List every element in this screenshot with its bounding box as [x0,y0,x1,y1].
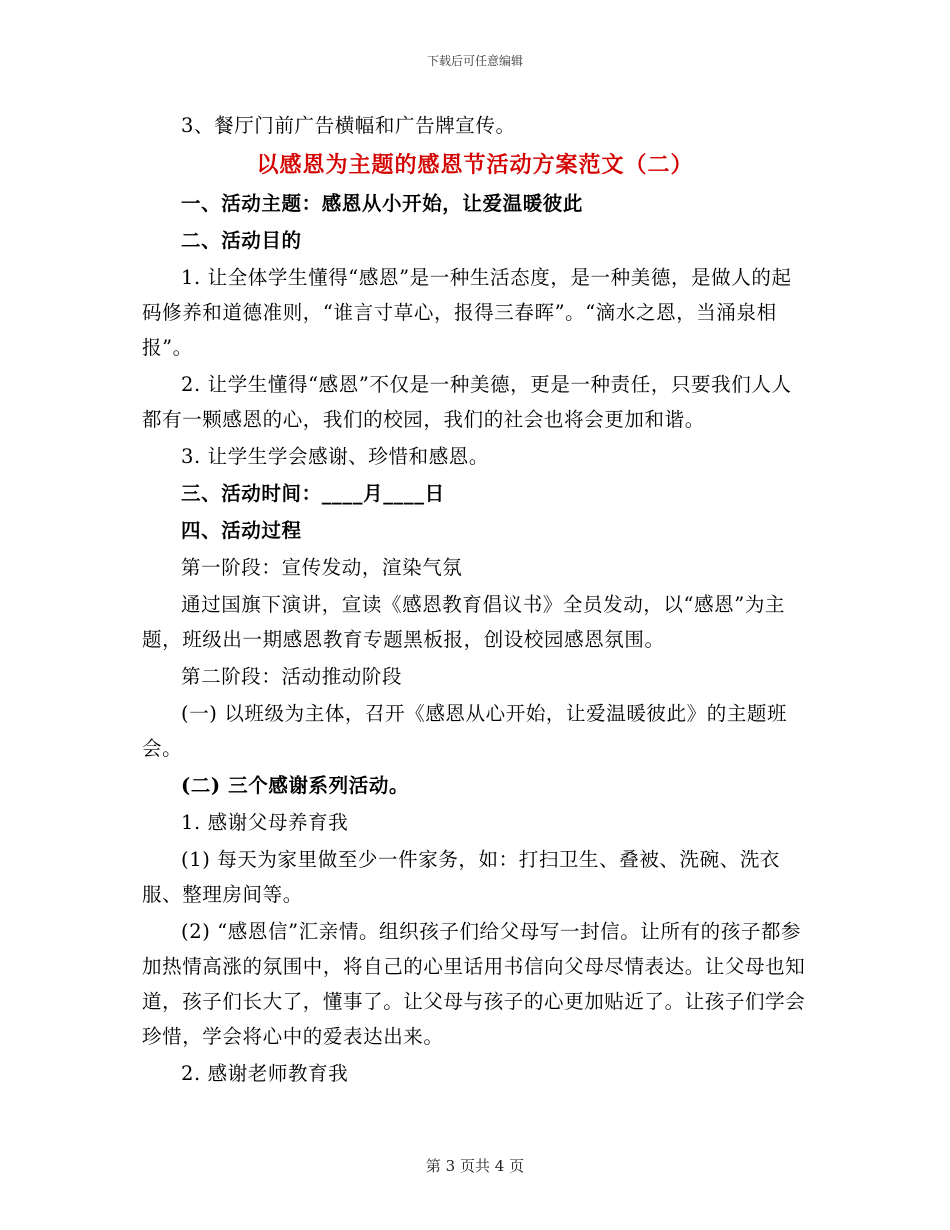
paragraph-thanks-letter: (2) “感恩信”汇亲情。组织孩子们给父母写一封信。让所有的孩子都参加热情高涨的氛围中，将自己的心里话用书信向父母尽情表达。让父母也知道，孩子们长大了，懂事了。让父母与孩子的心更加贴近了。让孩子们学会珍惜，学会将心中的爱表达出来。 [142,920,806,1048]
heading-theme: 一、活动主题：感恩从小开始，让爱温暖彼此 [181,192,584,215]
heading-three-thanks: (二) 三个感谢系列活动。 [181,774,410,797]
document-title: 以感恩为主题的感恩节活动方案范文（二） [256,152,694,178]
page-footer: 第 3 页共 4 页 [425,1157,525,1175]
heading-purpose: 二、活动目的 [181,229,302,252]
page-header: 下载后可任意编辑 [426,54,523,68]
thanks-parents-title: 1. 感谢父母养育我 [181,811,349,834]
paragraph-purpose-3: 3. 让学生学会感谢、珍惜和感恩。 [181,445,490,468]
paragraph-class-meeting: (一) 以班级为主体，召开《感恩从心开始，让爱温暖彼此》的主题班会。 [142,702,788,760]
heading-process: 四、活动过程 [181,519,302,542]
stage-two-title: 第二阶段：活动推动阶段 [181,665,403,688]
stage-one-title: 第一阶段：宣传发动，渲染气氛 [181,556,463,579]
document-body [142,108,808,1093]
thanks-teachers-title: 2. 感谢老师教育我 [181,1062,349,1085]
paragraph-chores: (1) 每天为家里做至少一件家务，如：打扫卫生、叠被、洗碗、洗衣服、整理房间等。 [142,848,781,906]
paragraph-purpose-1: 1. 让全体学生懂得“感恩”是一种生活态度，是一种美德，是做人的起码修养和道德准则，“谁言寸草心，报得三春晖”。“滴水之恩，当涌泉相报”。 [142,266,792,359]
paragraph-stage-one: 通过国旗下演讲，宣读《感恩教育倡议书》全员发动，以“感恩”为主题，班级出一期感恩教育专题黑板报，创设校园感恩氛围。 [142,593,786,651]
paragraph-purpose-2: 2. 让学生懂得“感恩”不仅是一种美德，更是一种责任，只要我们人人都有一颗感恩的心，我们的校园，我们的社会也将会更加和谐。 [142,373,792,431]
paragraph-ad-banner: 3、餐厅门前广告横幅和广告牌宣传。 [181,114,516,137]
heading-time: 三、活动时间：____月____日 [181,482,445,505]
